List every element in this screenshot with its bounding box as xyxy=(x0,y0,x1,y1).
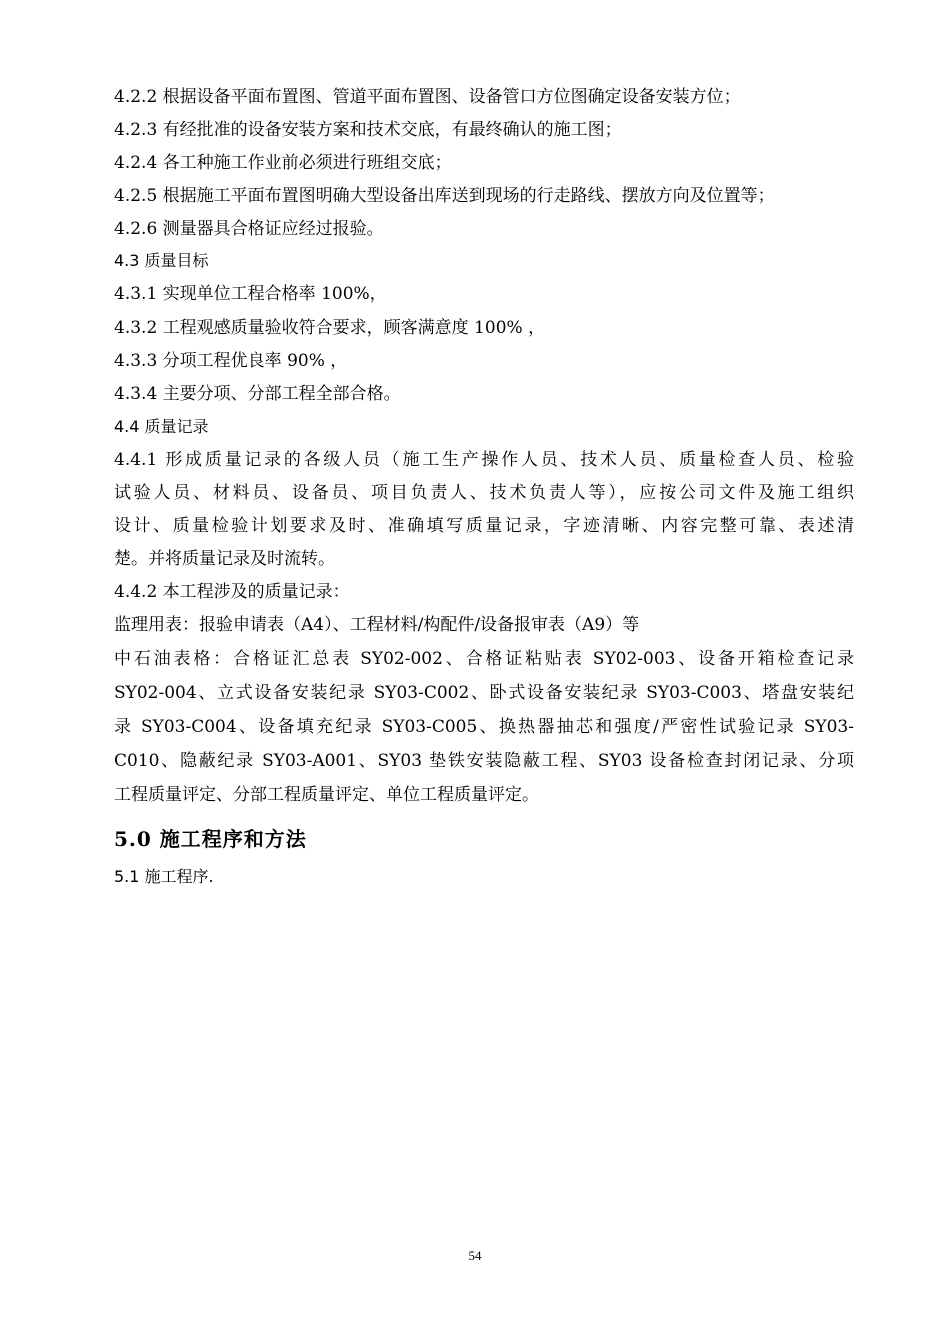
paragraph-line: 录 SY03-C004、设备填充纪录 SY03-C005、换热器抽芯和强度/严密性试验记录 SY03- xyxy=(114,717,854,737)
section-heading-5-1: 5.1 施工程序. xyxy=(114,867,214,886)
paragraph-line: SY02-004、立式设备安装纪录 SY03-C002、卧式设备安装纪录 SY03-C003、塔盘安装纪 xyxy=(114,683,854,703)
text-line-4-3-2: 4.3.2 工程观感质量验收符合要求，顾客满意度 100% ， xyxy=(114,318,546,338)
text-line-4-2-2: 4.2.2 根据设备平面布置图、管道平面布置图、设备管口方位图确定设备安装方位； xyxy=(114,87,741,107)
paragraph-line: 4.4.1 形成质量记录的各级人员（施工生产操作人员、技术人员、质量检查人员、检验 xyxy=(114,450,854,470)
text-line-4-2-5: 4.2.5 根据施工平面布置图明确大型设备出库送到现场的行走路线、摆放方向及位置等； xyxy=(114,186,775,206)
text-line-4-2-3: 4.2.3 有经批准的设备安装方案和技术交底，有最终确认的施工图； xyxy=(114,120,622,140)
paragraph-line: 楚。并将质量记录及时流转。 xyxy=(114,549,335,569)
text-line-4-2-6: 4.2.6 测量器具合格证应经过报验。 xyxy=(114,219,384,239)
paragraph-line: 中石油表格：合格证汇总表 SY02-002、合格证粘贴表 SY02-003、设备开箱检查记录 xyxy=(114,649,854,669)
section-heading-4-4: 4.4 质量记录 xyxy=(114,417,209,436)
chapter-heading-5-0: 5.0 施工程序和方法 xyxy=(114,827,307,851)
paragraph-line: C010、隐蔽纪录 SY03-A001、SY03 垫铁安装隐蔽工程、SY03 设备检查封闭记录、分项 xyxy=(114,751,854,771)
paragraph-line: 设计、质量检验计划要求及时、准确填写质量记录，字迹清晰、内容完整可靠、表述清 xyxy=(114,516,854,536)
paragraph-line: 工程质量评定、分部工程质量评定、单位工程质量评定。 xyxy=(114,785,539,805)
page-number: 54 xyxy=(468,1248,482,1263)
paragraph-line: 试验人员、材料员、设备员、项目负责人、技术负责人等），应按公司文件及施工组织 xyxy=(114,483,854,503)
text-line-4-4-2: 4.4.2 本工程涉及的质量记录： xyxy=(114,582,350,602)
text-line-4-3-4: 4.3.4 主要分项、分部工程全部合格。 xyxy=(114,384,401,404)
supervision-forms-line: 监理用表：报验申请表（A4）、工程材料/构配件/设备报审表（A9）等 xyxy=(114,615,640,635)
text-line-4-2-4: 4.2.4 各工种施工作业前必须进行班组交底； xyxy=(114,153,452,173)
section-heading-4-3: 4.3 质量目标 xyxy=(114,251,209,270)
text-line-4-3-3: 4.3.3 分项工程优良率 90% ， xyxy=(114,351,348,371)
text-line-4-3-1: 4.3.1 实现单位工程合格率 100%， xyxy=(114,284,387,304)
